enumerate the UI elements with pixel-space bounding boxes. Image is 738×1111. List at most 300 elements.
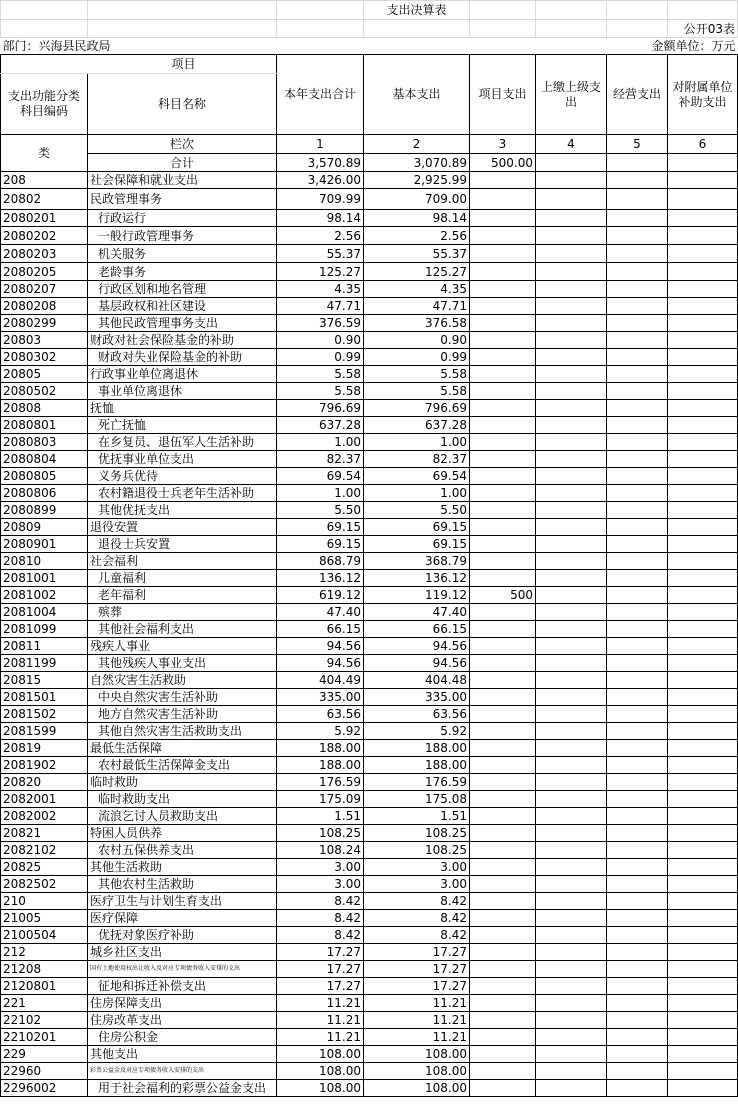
- business-amount: [607, 842, 668, 859]
- total-amount: 108.00: [277, 1080, 364, 1097]
- project-amount: [470, 366, 536, 383]
- table-row: [1, 893, 738, 910]
- header-lei: 类: [1, 135, 88, 172]
- table-row: [1, 332, 738, 349]
- header-project: 项目支出: [470, 55, 536, 135]
- business-amount: [607, 383, 668, 400]
- total-amount: 69.15: [277, 536, 364, 553]
- subsidy-amount: [668, 587, 738, 604]
- subject-name: 其他社会福利支出: [88, 621, 277, 638]
- subsidy-amount: [668, 434, 738, 451]
- subject-code: 20820: [1, 774, 88, 791]
- table-row: [1, 995, 738, 1012]
- basic-amount: 2.56: [364, 227, 470, 245]
- project-amount: [470, 961, 536, 978]
- total-amount: 3.00: [277, 876, 364, 893]
- subject-name: 其他残疾人事业支出: [88, 655, 277, 672]
- business-amount: [607, 893, 668, 910]
- project-amount: [470, 519, 536, 536]
- basic-amount: 5.58: [364, 383, 470, 400]
- total-amount: 108.25: [277, 825, 364, 842]
- table-row: [1, 859, 738, 876]
- subject-name: 农村最低生活保障金支出: [88, 757, 277, 774]
- project-amount: [470, 417, 536, 434]
- subsidy-amount: [668, 519, 738, 536]
- table-row: [1, 1046, 738, 1063]
- upper-amount: [536, 315, 607, 332]
- project-amount: [470, 672, 536, 689]
- basic-amount: 1.51: [364, 808, 470, 825]
- table-row: [1, 944, 738, 961]
- basic-amount: 108.25: [364, 842, 470, 859]
- subsidy-amount: [668, 1080, 738, 1097]
- project-amount: [470, 910, 536, 927]
- table-row: [1, 774, 738, 791]
- business-amount: [607, 315, 668, 332]
- subject-name: 临时救助: [88, 774, 277, 791]
- subject-name: 行政运行: [88, 210, 277, 227]
- subsidy-amount: [668, 263, 738, 281]
- table-row: [1, 927, 738, 944]
- upper-amount: [536, 757, 607, 774]
- table-row: [1, 689, 738, 706]
- basic-amount: 11.21: [364, 995, 470, 1012]
- subject-code: 2081501: [1, 689, 88, 706]
- basic-amount: 119.12: [364, 587, 470, 604]
- business-amount: [607, 621, 668, 638]
- table-row: [1, 383, 738, 400]
- table-row: [1, 298, 738, 315]
- upper-amount: [536, 791, 607, 808]
- total-amount: 94.56: [277, 638, 364, 655]
- subject-code: 2080207: [1, 281, 88, 298]
- subsidy-amount: [668, 536, 738, 553]
- total-amount: 404.49: [277, 672, 364, 689]
- subject-code: 2080801: [1, 417, 88, 434]
- subject-name: 退役安置: [88, 519, 277, 536]
- subject-name: 基层政权和社区建设: [88, 298, 277, 315]
- subject-name: 住房公积金: [88, 1029, 277, 1046]
- upper-amount: [536, 774, 607, 791]
- subject-name: 社会福利: [88, 553, 277, 570]
- upper-amount: [536, 689, 607, 706]
- project-amount: [470, 808, 536, 825]
- project-amount: [470, 927, 536, 944]
- business-amount: [607, 638, 668, 655]
- subject-code: 2080202: [1, 227, 88, 245]
- subsidy-amount: [668, 961, 738, 978]
- subsidy-amount: [668, 621, 738, 638]
- table-row: [1, 570, 738, 587]
- table-row: [1, 263, 738, 281]
- subject-name: 其他生活救助: [88, 859, 277, 876]
- upper-amount: [536, 417, 607, 434]
- project-amount: [470, 655, 536, 672]
- subsidy-amount: [668, 944, 738, 961]
- upper-amount: [536, 978, 607, 995]
- upper-amount: [536, 672, 607, 689]
- subject-name: 农村五保供养支出: [88, 842, 277, 859]
- upper-amount: [536, 706, 607, 723]
- total-amount: 108.00: [277, 1046, 364, 1063]
- summary-basic: 3,070.89: [364, 154, 470, 172]
- basic-amount: 98.14: [364, 210, 470, 227]
- subsidy-amount: [668, 927, 738, 944]
- subject-code: 2210201: [1, 1029, 88, 1046]
- subject-code: 2081004: [1, 604, 88, 621]
- business-amount: [607, 944, 668, 961]
- table-row: [1, 172, 738, 189]
- subsidy-amount: [668, 689, 738, 706]
- basic-amount: 176.59: [364, 774, 470, 791]
- header-lanci: 栏次: [88, 135, 277, 154]
- project-amount: [470, 536, 536, 553]
- table-row: [1, 349, 738, 366]
- business-amount: [607, 740, 668, 757]
- subject-code: 2120801: [1, 978, 88, 995]
- upper-amount: [536, 961, 607, 978]
- basic-amount: 125.27: [364, 263, 470, 281]
- basic-amount: 11.21: [364, 1029, 470, 1046]
- subject-code: 229: [1, 1046, 88, 1063]
- subject-code: 2080201: [1, 210, 88, 227]
- upper-amount: [536, 587, 607, 604]
- subject-code: 212: [1, 944, 88, 961]
- basic-amount: 47.40: [364, 604, 470, 621]
- basic-amount: 69.15: [364, 519, 470, 536]
- subject-name: 临时救助支出: [88, 791, 277, 808]
- upper-amount: [536, 995, 607, 1012]
- business-amount: [607, 245, 668, 263]
- project-amount: [470, 859, 536, 876]
- project-amount: [470, 281, 536, 298]
- subject-code: 208: [1, 172, 88, 189]
- total-amount: 94.56: [277, 655, 364, 672]
- table-row: [1, 281, 738, 298]
- subject-code: 22960: [1, 1063, 88, 1080]
- subject-code: 2082502: [1, 876, 88, 893]
- total-amount: 11.21: [277, 1012, 364, 1029]
- business-amount: [607, 281, 668, 298]
- subsidy-amount: [668, 995, 738, 1012]
- project-amount: [470, 172, 536, 189]
- table-row: [1, 1012, 738, 1029]
- table-row: [1, 434, 738, 451]
- subsidy-amount: [668, 876, 738, 893]
- subject-name: 自然灾害生活救助: [88, 672, 277, 689]
- total-amount: 82.37: [277, 451, 364, 468]
- subject-name: 农村籍退役士兵老年生活补助: [88, 485, 277, 502]
- business-amount: [607, 485, 668, 502]
- basic-amount: 2,925.99: [364, 172, 470, 189]
- subsidy-amount: [668, 417, 738, 434]
- basic-amount: 1.00: [364, 485, 470, 502]
- subsidy-amount: [668, 245, 738, 263]
- business-amount: [607, 587, 668, 604]
- total-amount: 5.50: [277, 502, 364, 519]
- basic-amount: 0.90: [364, 332, 470, 349]
- subject-code: 2080805: [1, 468, 88, 485]
- project-amount: [470, 210, 536, 227]
- subsidy-amount: [668, 227, 738, 245]
- total-amount: 2.56: [277, 227, 364, 245]
- upper-amount: [536, 825, 607, 842]
- basic-amount: 47.71: [364, 298, 470, 315]
- total-amount: 47.40: [277, 604, 364, 621]
- basic-amount: 5.58: [364, 366, 470, 383]
- table-row: [1, 910, 738, 927]
- total-amount: 1.00: [277, 485, 364, 502]
- upper-amount: [536, 944, 607, 961]
- subsidy-amount: [668, 332, 738, 349]
- business-amount: [607, 1029, 668, 1046]
- project-amount: [470, 604, 536, 621]
- business-amount: [607, 859, 668, 876]
- subject-name: 其他支出: [88, 1046, 277, 1063]
- table-row: [1, 189, 738, 210]
- upper-amount: [536, 621, 607, 638]
- basic-amount: 335.00: [364, 689, 470, 706]
- upper-amount: [536, 570, 607, 587]
- subject-name: 财政对失业保险基金的补助: [88, 349, 277, 366]
- total-amount: 637.28: [277, 417, 364, 434]
- subject-name: 事业单位离退休: [88, 383, 277, 400]
- total-amount: 11.21: [277, 995, 364, 1012]
- upper-amount: [536, 1080, 607, 1097]
- business-amount: [607, 808, 668, 825]
- table-row: [1, 366, 738, 383]
- business-amount: [607, 417, 668, 434]
- business-amount: [607, 825, 668, 842]
- header-total: 本年支出合计: [277, 55, 364, 135]
- table-row: [1, 227, 738, 245]
- table-row: [1, 638, 738, 655]
- basic-amount: 108.00: [364, 1063, 470, 1080]
- business-amount: [607, 172, 668, 189]
- upper-amount: [536, 227, 607, 245]
- total-amount: 17.27: [277, 944, 364, 961]
- basic-amount: 136.12: [364, 570, 470, 587]
- table-row: [1, 825, 738, 842]
- business-amount: [607, 366, 668, 383]
- business-amount: [607, 189, 668, 210]
- subject-name: 其他自然灾害生活救助支出: [88, 723, 277, 740]
- subject-name: 老年福利: [88, 587, 277, 604]
- table-title: 支出决算表: [364, 1, 470, 20]
- subsidy-amount: [668, 757, 738, 774]
- subsidy-amount: [668, 910, 738, 927]
- business-amount: [607, 434, 668, 451]
- business-amount: [607, 774, 668, 791]
- total-amount: 4.35: [277, 281, 364, 298]
- project-amount: [470, 706, 536, 723]
- basic-amount: 4.35: [364, 281, 470, 298]
- subject-code: 22102: [1, 1012, 88, 1029]
- subsidy-amount: [668, 638, 738, 655]
- business-amount: [607, 519, 668, 536]
- total-amount: 709.99: [277, 189, 364, 210]
- subject-name: 行政区划和地名管理: [88, 281, 277, 298]
- project-amount: [470, 621, 536, 638]
- subject-name: 征地和拆迁补偿支出: [88, 978, 277, 995]
- business-amount: [607, 570, 668, 587]
- total-amount: 98.14: [277, 210, 364, 227]
- table-row: [1, 978, 738, 995]
- col-number: 3: [470, 135, 536, 154]
- subject-name: 医疗卫生与计划生育支出: [88, 893, 277, 910]
- upper-amount: [536, 468, 607, 485]
- table-row: [1, 502, 738, 519]
- table-row: [1, 553, 738, 570]
- upper-amount: [536, 859, 607, 876]
- subject-code: 20809: [1, 519, 88, 536]
- basic-amount: 709.00: [364, 189, 470, 210]
- project-amount: [470, 944, 536, 961]
- summary-label: 合计: [88, 154, 277, 172]
- subject-name: 机关服务: [88, 245, 277, 263]
- business-amount: [607, 502, 668, 519]
- form-number: 公开03表: [668, 20, 738, 38]
- business-amount: [607, 210, 668, 227]
- total-amount: 108.00: [277, 1063, 364, 1080]
- subject-name: 义务兵优待: [88, 468, 277, 485]
- table-row: [1, 485, 738, 502]
- subsidy-amount: [668, 570, 738, 587]
- basic-amount: 66.15: [364, 621, 470, 638]
- department-label: 部门：兴海县民政局: [2, 39, 111, 53]
- total-amount: 55.37: [277, 245, 364, 263]
- basic-amount: 188.00: [364, 757, 470, 774]
- subject-code: 21208: [1, 961, 88, 978]
- basic-amount: 17.27: [364, 944, 470, 961]
- subject-code: 2081902: [1, 757, 88, 774]
- total-amount: 3.00: [277, 859, 364, 876]
- total-amount: 8.42: [277, 927, 364, 944]
- subject-code: 2296002: [1, 1080, 88, 1097]
- subject-name: 用于社会福利的彩票公益金支出: [88, 1080, 277, 1097]
- subsidy-amount: [668, 774, 738, 791]
- project-amount: [470, 638, 536, 655]
- basic-amount: 11.21: [364, 1012, 470, 1029]
- project-amount: [470, 349, 536, 366]
- project-amount: [470, 876, 536, 893]
- basic-amount: 1.00: [364, 434, 470, 451]
- business-amount: [607, 1063, 668, 1080]
- upper-amount: [536, 927, 607, 944]
- total-amount: 11.21: [277, 1029, 364, 1046]
- subject-code: 20803: [1, 332, 88, 349]
- upper-amount: [536, 451, 607, 468]
- subject-name: 城乡社区支出: [88, 944, 277, 961]
- subject-code: 2080302: [1, 349, 88, 366]
- total-amount: 8.42: [277, 893, 364, 910]
- table-row: [1, 672, 738, 689]
- subject-name: 特困人员供养: [88, 825, 277, 842]
- table-row: [1, 1029, 738, 1046]
- project-amount: [470, 774, 536, 791]
- basic-amount: 17.27: [364, 978, 470, 995]
- col-number: 2: [364, 135, 470, 154]
- subject-name: 殡葬: [88, 604, 277, 621]
- subject-code: 2081099: [1, 621, 88, 638]
- subsidy-amount: [668, 468, 738, 485]
- subject-name: 退役士兵安置: [88, 536, 277, 553]
- project-amount: [470, 740, 536, 757]
- subject-name: 财政对社会保险基金的补助: [88, 332, 277, 349]
- subject-code: 2081599: [1, 723, 88, 740]
- total-amount: 66.15: [277, 621, 364, 638]
- subject-code: 2080502: [1, 383, 88, 400]
- project-amount: [470, 757, 536, 774]
- total-amount: 17.27: [277, 961, 364, 978]
- business-amount: [607, 689, 668, 706]
- upper-amount: [536, 536, 607, 553]
- business-amount: [607, 1046, 668, 1063]
- business-amount: [607, 298, 668, 315]
- subject-name: 其他优抚支出: [88, 502, 277, 519]
- project-amount: [470, 332, 536, 349]
- basic-amount: 175.08: [364, 791, 470, 808]
- upper-amount: [536, 842, 607, 859]
- subject-code: 2080901: [1, 536, 88, 553]
- basic-amount: 368.79: [364, 553, 470, 570]
- subject-name: 国有土地使用权出让收入及对应专项债务收入安排的支出: [88, 961, 277, 978]
- project-amount: [470, 245, 536, 263]
- project-amount: [470, 1046, 536, 1063]
- summary-project: 500.00: [470, 154, 536, 172]
- subject-code: 2080899: [1, 502, 88, 519]
- business-amount: [607, 927, 668, 944]
- business-amount: [607, 468, 668, 485]
- project-amount: [470, 570, 536, 587]
- project-amount: [470, 434, 536, 451]
- total-amount: 3,426.00: [277, 172, 364, 189]
- subject-name: 老龄事务: [88, 263, 277, 281]
- business-amount: [607, 910, 668, 927]
- subsidy-amount: [668, 655, 738, 672]
- table-row: [1, 451, 738, 468]
- total-amount: 0.90: [277, 332, 364, 349]
- upper-amount: [536, 332, 607, 349]
- project-amount: [470, 995, 536, 1012]
- basic-amount: 94.56: [364, 638, 470, 655]
- basic-amount: 108.25: [364, 825, 470, 842]
- total-amount: 1.51: [277, 808, 364, 825]
- project-amount: [470, 383, 536, 400]
- basic-amount: 5.50: [364, 502, 470, 519]
- subject-code: 20802: [1, 189, 88, 210]
- subject-code: 2081502: [1, 706, 88, 723]
- subsidy-amount: [668, 859, 738, 876]
- basic-amount: 108.00: [364, 1046, 470, 1063]
- subsidy-amount: [668, 189, 738, 210]
- total-amount: 796.69: [277, 400, 364, 417]
- basic-amount: 94.56: [364, 655, 470, 672]
- unit-label: 金额单位：万元: [651, 39, 736, 53]
- basic-amount: 3.00: [364, 859, 470, 876]
- project-amount: [470, 298, 536, 315]
- total-amount: 188.00: [277, 740, 364, 757]
- basic-amount: 0.99: [364, 349, 470, 366]
- subject-name: 其他民政管理事务支出: [88, 315, 277, 332]
- upper-amount: [536, 638, 607, 655]
- upper-amount: [536, 485, 607, 502]
- business-amount: [607, 672, 668, 689]
- col-number: 6: [668, 135, 738, 154]
- upper-amount: [536, 1012, 607, 1029]
- subject-code: 2080299: [1, 315, 88, 332]
- table-row: [1, 723, 738, 740]
